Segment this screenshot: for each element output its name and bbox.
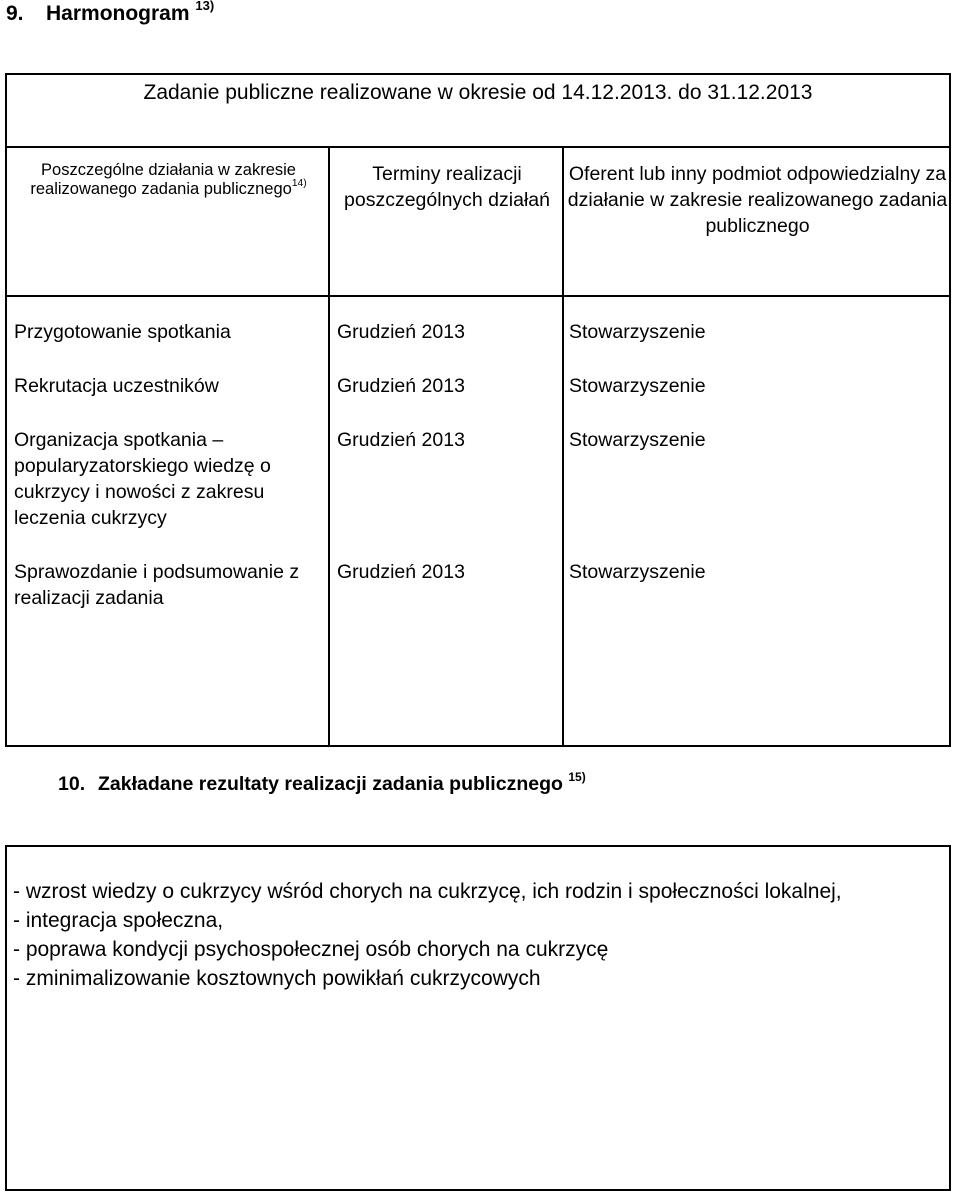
row-4-activity: Sprawozdanie i podsumowanie z realizacji zadania <box>14 561 300 609</box>
header-dates: Terminy realizacji poszczególnych działań <box>344 163 550 211</box>
schedule-table <box>5 73 951 747</box>
results-list <box>13 877 943 993</box>
header-activities-footnote: 14) <box>291 177 307 189</box>
section-10-title: Zakładane rezultaty realizacji zadania publicznego <box>98 773 563 795</box>
header-activities-label: Poszczególne działania w zakresie realizowanego zadania publicznego <box>30 161 296 198</box>
header-responsible: Oferent lub inny podmiot odpowiedzialny za działanie w zakresie realizowanego zadania publicznego <box>567 163 948 237</box>
row-2-date: Grudzień 2013 <box>337 375 465 397</box>
row-1-responsible: Stowarzyszenie <box>569 321 706 343</box>
section-10-heading <box>58 769 586 796</box>
section-9-heading <box>6 2 214 26</box>
result-item: - zminimalizowanie kosztownych powikłań cukrzycowych <box>13 967 541 990</box>
section-9-footnote: 13) <box>195 0 215 14</box>
row-3-activity: Organizacja spotkania – popularyzatorskiego wiedzę o cukrzycy i nowości z zakresu leczenia cukrzycy <box>14 429 271 529</box>
results-box <box>5 845 951 1191</box>
row-4-responsible: Stowarzyszenie <box>569 561 706 583</box>
schedule-period: Zadanie publiczne realizowane w okresie od 14.12.2013. do 31.12.2013 <box>143 81 813 104</box>
row-2-responsible: Stowarzyszenie <box>569 375 706 397</box>
column-divider-1 <box>328 146 330 747</box>
result-item: - integracja społeczna, <box>13 909 224 932</box>
row-2-activity: Rekrutacja uczestników <box>14 375 219 397</box>
row-4-date: Grudzień 2013 <box>337 561 465 583</box>
section-10-footnote: 15) <box>568 769 586 784</box>
row-3-responsible: Stowarzyszenie <box>569 429 706 451</box>
result-item: - poprawa kondycji psychospołecznej osób chorych na cukrzycę <box>13 938 609 961</box>
row-1-activity: Przygotowanie spotkania <box>14 321 231 343</box>
section-10-number: 10. <box>58 773 86 795</box>
header-divider <box>7 295 949 297</box>
section-9-title: Harmonogram <box>46 2 190 25</box>
header-activities <box>7 161 330 199</box>
row-3-date: Grudzień 2013 <box>337 429 465 451</box>
result-item: - wzrost wiedzy o cukrzycy wśród chorych na cukrzycę, ich rodzin i społeczności lokalnej, <box>13 880 842 903</box>
period-divider <box>7 146 949 148</box>
section-9-number: 9. <box>6 2 24 25</box>
row-1-date: Grudzień 2013 <box>337 321 465 343</box>
